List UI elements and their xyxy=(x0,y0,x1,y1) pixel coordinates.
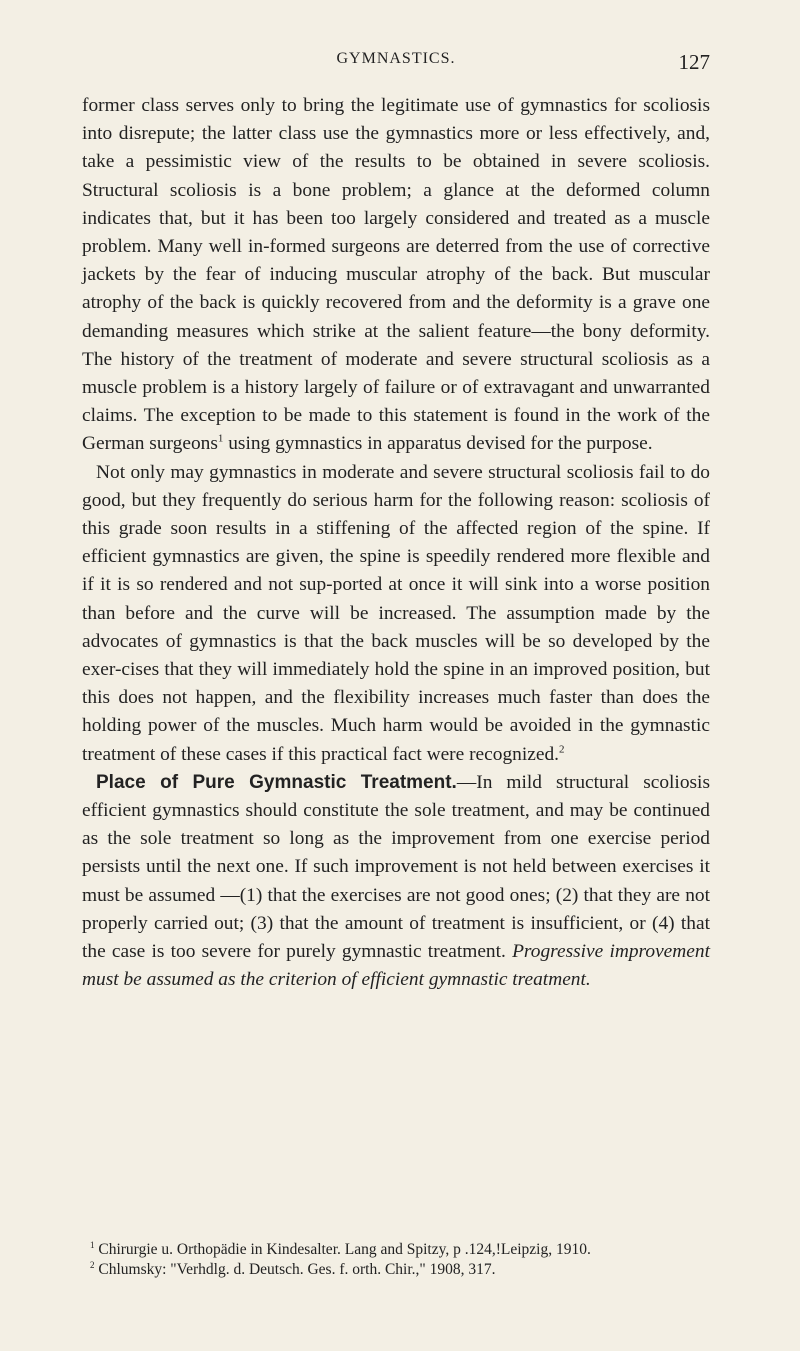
paragraph-3 xyxy=(82,769,710,995)
footnote-mark-2: 2 xyxy=(90,1259,95,1270)
section-heading: Place of Pure Gymnastic Treatment. xyxy=(96,771,457,793)
paragraph-1-text-end: using gymnastics in apparatus devised for the purpose. xyxy=(223,433,653,455)
footnote-2 xyxy=(90,1260,710,1280)
footnotes xyxy=(90,1240,710,1279)
body-text xyxy=(82,92,710,995)
paragraph-2 xyxy=(82,459,710,769)
paragraph-1-text: former class serves only to bring the legitimate use of gymnastics for scoliosis into disrepute; the latter class use the gymnastics more or less effectively, and, take a pessimistic view of the results to be obtained in severe scoliosis. Structural scoliosis is a bone problem; a glance at the deformed column indicates that, but it has been too largely considered and treated as a muscle problem. Many well in-formed surgeons are deterred from the use of corrective jackets by the fear of inducing muscular atrophy of the back. But muscular atrophy of the back is quickly recovered from and the deformity is a grave one demanding measures which strike at the salient feature—the bony deformity. The history of the treatment of moderate and severe structural scoliosis as a muscle problem is a history largely of failure or of extravagant and unwarranted claims. The exception to be made to this statement is found in the work of the German surgeons xyxy=(82,95,710,455)
page-header xyxy=(82,50,710,80)
footnote-mark-1: 1 xyxy=(90,1239,95,1250)
footnote-ref-2: 2 xyxy=(558,743,565,756)
running-title: GYMNASTICS. xyxy=(336,50,456,67)
footnote-1 xyxy=(90,1240,710,1260)
page-number: 127 xyxy=(678,50,710,74)
paragraph-3-text: —In mild structural scoliosis efficient gymnastics should constitute the sole treatment, and may be continued as the sole treatment so long as the improvement from one exercise period persists until the next one. If such improvement is not held between exercises it must be assumed —(1) that the exercises are not good ones; (2) that they are not properly carried out; (3) that the amount of treatment is insufficient, or (4) that the case is too severe for purely gymnastic treatment. xyxy=(82,771,710,963)
paragraph-1 xyxy=(82,92,710,459)
footnote-ref-1: 1 xyxy=(217,432,224,445)
paragraph-2-text: Not only may gymnastics in moderate and severe structural scoliosis fail to do good, but they frequently do serious harm for the following reason: scoliosis of this grade soon results in a stiffening of the affected region of the spine. If efficient gymnastics are given, the spine is speedily rendered more flexible and if it is so rendered and not sup-ported at once it will sink into a worse position than before and the curve will be increased. The assumption made by the advocates of gymnastics is that the back muscles will be so developed by the exer-cises that they will immediately hold the spine in an improved position, but this does not happen, and the flexibility increases much faster than does the holding power of the muscles. Much harm would be avoided in the gymnastic treatment of these cases if this practical fact were recognized. xyxy=(82,461,710,765)
paragraph-3-italic-text: Progressive improvement must be assumed as the criterion of efficient gymnastic treatment. xyxy=(82,941,710,991)
footnote-text-1: Chirurgie u. Orthopädie in Kindesalter. Lang and Spitzy, p .124,!Leipzig, 1910. xyxy=(98,1241,591,1258)
footnote-text-2: Chlumsky: "Verhdlg. d. Deutsch. Ges. f. orth. Chir.," 1908, 317. xyxy=(98,1260,496,1278)
